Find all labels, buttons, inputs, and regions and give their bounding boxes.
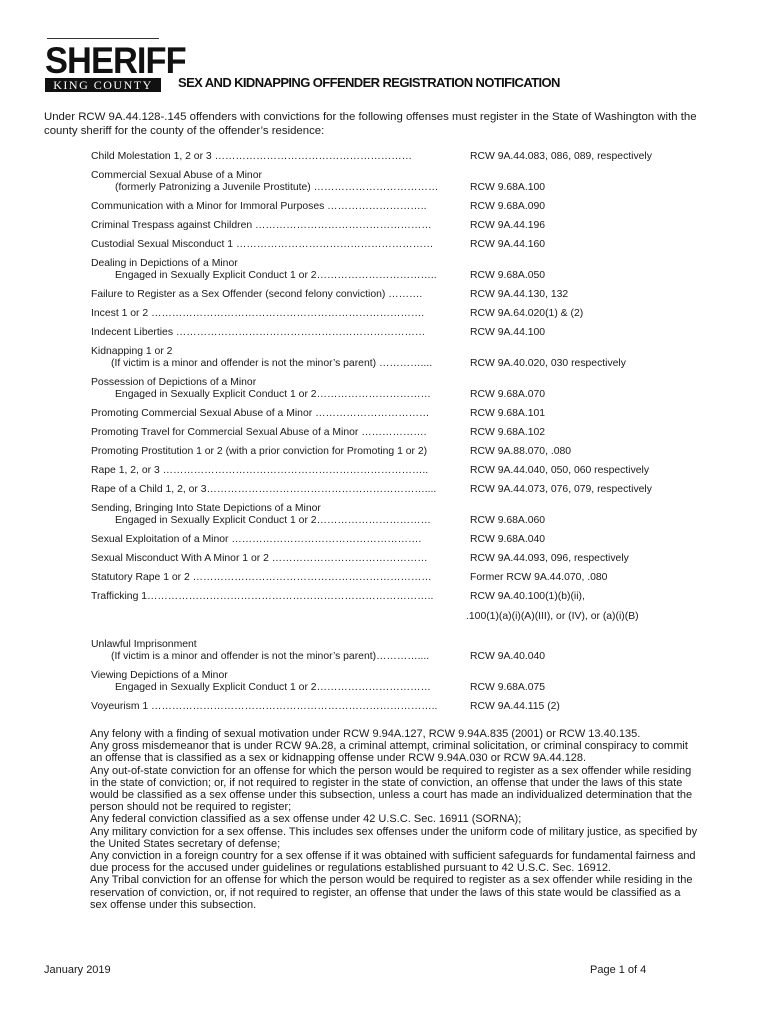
offense-title: Statutory Rape 1 or 2 …………………………………………………………… xyxy=(91,572,432,583)
offense-rcw-continued xyxy=(91,611,691,623)
offense-name xyxy=(91,289,453,301)
offense-rcw: RCW 9A.44.160 xyxy=(470,239,546,250)
additional-offenses xyxy=(90,728,700,911)
offense-rcw: RCW 9.68A.050 xyxy=(470,270,546,281)
offense-subtitle: Engaged in Sexually Explicit Conduct 1 or 2…………………………… xyxy=(115,389,431,400)
offense-row xyxy=(91,427,691,439)
offense-name xyxy=(91,534,453,546)
offense-title: Rape of a Child 1, 2, or 3……………………………………………………….... xyxy=(91,484,437,495)
offense-name xyxy=(91,377,453,401)
offense-name xyxy=(91,572,453,584)
offense-title: Child Molestation 1, 2 or 3 ………………………………………………… xyxy=(91,151,413,162)
offense-name xyxy=(91,670,453,694)
offense-rcw: RCW 9A.44.073, 076, 079, respectively xyxy=(470,484,652,495)
offense-row xyxy=(91,670,691,694)
offense-rcw: RCW 9A.40.020, 030 respectively xyxy=(470,358,626,369)
offense-subtitle: (formerly Patronizing a Juvenile Prostitute) ……………………………… xyxy=(115,182,439,193)
offense-name xyxy=(91,408,453,420)
offense-row xyxy=(91,503,691,527)
offense-name xyxy=(91,201,453,213)
offense-name xyxy=(91,503,453,527)
offense-title: Voyeurism 1 ……………………………………………………………………….. xyxy=(91,701,438,712)
offense-name xyxy=(91,427,453,439)
offense-subtitle: Engaged in Sexually Explicit Conduct 1 or 2…………………………… xyxy=(115,682,431,693)
offense-name xyxy=(91,346,453,370)
offense-row xyxy=(91,346,691,370)
offense-title: Communication with a Minor for Immoral Purposes ……………………….. xyxy=(91,201,427,212)
offense-row xyxy=(91,170,691,194)
offense-name xyxy=(91,553,453,565)
offense-subtitle: (If victim is a minor and offender is not the minor’s parent)………….... xyxy=(111,651,430,662)
offense-name xyxy=(91,446,453,458)
offense-subtitle: Engaged in Sexually Explicit Conduct 1 or 2…………………………… xyxy=(115,515,431,526)
offense-title: Rape 1, 2, or 3 ………………………………………………………………….. xyxy=(91,465,429,476)
offense-row xyxy=(91,701,691,713)
offense-title: Sending, Bringing Into State Depictions of a Minor xyxy=(91,503,321,514)
offense-rcw: RCW 9.68A.101 xyxy=(470,408,546,419)
offense-row xyxy=(91,151,691,163)
offense-rcw: Former RCW 9A.44.070, .080 xyxy=(470,572,608,583)
additional-offense-item: Any conviction in a foreign country for a sex offense if it was obtained with sufficient safeguards for fundamental fairness and due process for the accused under guidelines or regulations established pursuant to 42 U.S.C. Sec. 16912. xyxy=(90,850,696,875)
offense-rcw: RCW 9A.64.020(1) & (2) xyxy=(470,308,584,319)
additional-offense-item: Any gross misdemeanor that is under RCW 9A.28, a criminal attempt, criminal solicitation, or criminal conspiracy to commit an offense that is classified as a sex or kidnapping offense under RCW 9.94A.030 or RCW 9A.44.128. xyxy=(90,740,688,765)
offense-name xyxy=(91,170,453,194)
offense-rcw: RCW 9.68A.060 xyxy=(470,515,546,526)
offense-rcw: RCW 9A.44.115 (2) xyxy=(470,701,560,712)
offense-subtitle: (If victim is a minor and offender is not the minor’s parent) ………….... xyxy=(111,358,433,369)
additional-offense-item: Any out-of-state conviction for an offense for which the person would be required to register as a sex offender while residing in the state of conviction; or, if not required to register in the state of conviction, an offense that under the laws of this state would be classified as a sex offense under this subsection, unless a court has made an individualized determination that the person should not be required to register; xyxy=(90,764,693,814)
offense-title: Criminal Trespass against Children …………………………………………… xyxy=(91,220,432,231)
sheriff-logo xyxy=(45,38,186,92)
offense-rcw: RCW 9A.44.196 xyxy=(470,220,546,231)
intro-paragraph: Under RCW 9A.44.128-.145 offenders with convictions for the following offenses must register in the State of Washington with the county sheriff for the county of the offender’s residence: xyxy=(44,111,697,137)
offense-list xyxy=(91,151,691,713)
offense-row xyxy=(91,639,691,663)
offense-row xyxy=(91,220,691,232)
offense-name xyxy=(91,591,453,603)
offense-title: Sexual Misconduct With A Minor 1 or 2 ……………………………………… xyxy=(91,553,428,564)
offense-title: Promoting Travel for Commercial Sexual Abuse of a Minor ………………. xyxy=(91,427,427,438)
offense-rcw: RCW 9A.40.100(1)(b)(ii), xyxy=(470,591,585,602)
offense-rcw: RCW 9.68A.075 xyxy=(470,682,546,693)
additional-offense-item: Any felony with a finding of sexual motivation under RCW 9.94A.127, RCW 9.94A.835 (2001) or RCW 13.40.135. xyxy=(90,728,641,740)
additional-offense-item: Any Tribal conviction for an offense for which the person would be required to register as a sex offender while residing in the reservation of conviction, or, if not required to register, an offense that under the laws of this state would be classified as a sex offense under this subsection. xyxy=(90,874,693,911)
offense-row xyxy=(91,289,691,301)
offense-row xyxy=(91,572,691,584)
logo-county: KING COUNTY xyxy=(45,78,161,92)
offense-row xyxy=(91,446,691,458)
offense-rcw: RCW 9A.44.093, 096, respectively xyxy=(470,553,629,564)
offense-row xyxy=(91,258,691,282)
offense-rcw: RCW 9A.44.083, 086, 089, respectively xyxy=(470,151,652,162)
footer-page-number: Page 1 of 4 xyxy=(590,964,647,976)
offense-row xyxy=(91,465,691,477)
offense-rcw-line2: .100(1)(a)(i)(A)(III), or (IV), or (a)(i)(B) xyxy=(466,611,639,622)
offense-row xyxy=(91,553,691,565)
offense-rcw: RCW 9.68A.100 xyxy=(470,182,546,193)
offense-row xyxy=(91,408,691,420)
offense-title: Indecent Liberties ……………………………………………………………… xyxy=(91,327,426,338)
offense-name xyxy=(91,151,453,163)
offense-row xyxy=(91,591,691,603)
offense-subtitle: Engaged in Sexually Explicit Conduct 1 or 2…………………………….. xyxy=(115,270,437,281)
offense-title: Sexual Exploitation of a Minor ………………………………………………. xyxy=(91,534,422,545)
offense-rcw: RCW 9.68A.070 xyxy=(470,389,546,400)
offense-title: Viewing Depictions of a Minor xyxy=(91,670,228,681)
offense-title: Promoting Prostitution 1 or 2 (with a prior conviction for Promoting 1 or 2) xyxy=(91,446,428,457)
footer-date: January 2019 xyxy=(44,964,111,976)
offense-title: Possession of Depictions of a Minor xyxy=(91,377,257,388)
offense-row xyxy=(91,308,691,320)
offense-row xyxy=(91,327,691,339)
offense-name xyxy=(91,258,453,282)
offense-rcw: RCW 9A.44.040, 050, 060 respectively xyxy=(470,465,650,476)
additional-offense-item: Any military conviction for a sex offense. This includes sex offenses under the uniform code of military justice, as specified by the United States secretary of defense; xyxy=(90,825,698,850)
offense-name xyxy=(91,239,453,251)
offense-row xyxy=(91,239,691,251)
offense-rcw: RCW 9A.44.130, 132 xyxy=(470,289,569,300)
offense-rcw: RCW 9.68A.040 xyxy=(470,534,546,545)
logo-rule xyxy=(47,38,159,39)
offense-name xyxy=(91,639,453,663)
offense-title: Unlawful Imprisonment xyxy=(91,639,197,650)
additional-offense-item: Any federal conviction classified as a sex offense under 42 U.S.C. Sec. 16911 (SORNA); xyxy=(90,813,522,826)
offense-title: Custodial Sexual Misconduct 1 ………………………………………………… xyxy=(91,239,434,250)
logo-word: SHERIFF xyxy=(45,40,186,81)
offense-row xyxy=(91,201,691,213)
offense-name xyxy=(91,484,453,496)
offense-rcw: RCW 9A.44.100 xyxy=(470,327,546,338)
offense-title: Kidnapping 1 or 2 xyxy=(91,346,173,357)
offense-title: Incest 1 or 2 ……………………………………………………………………. xyxy=(91,308,425,319)
offense-title: Failure to Register as a Sex Offender (second felony conviction) ………. xyxy=(91,289,423,300)
offense-name xyxy=(91,220,453,232)
offense-name xyxy=(91,465,453,477)
offense-row xyxy=(91,484,691,496)
offense-name xyxy=(91,327,453,339)
offense-title: Promoting Commercial Sexual Abuse of a Minor …………………………… xyxy=(91,408,430,419)
offense-name xyxy=(91,701,453,713)
offense-title: Commercial Sexual Abuse of a Minor xyxy=(91,170,262,181)
offense-row xyxy=(91,534,691,546)
offense-rcw: RCW 9A.40.040 xyxy=(470,651,546,662)
offense-rcw: RCW 9.68A.090 xyxy=(470,201,546,212)
offense-title: Trafficking 1……………………………………………………………………….. xyxy=(91,591,434,602)
offense-title: Dealing in Depictions of a Minor xyxy=(91,258,238,269)
document-title: SEX AND KIDNAPPING OFFENDER REGISTRATION NOTIFICATION xyxy=(178,75,560,90)
offense-rcw: RCW 9.68A.102 xyxy=(470,427,546,438)
offense-name xyxy=(91,308,453,320)
offense-row xyxy=(91,377,691,401)
offense-rcw: RCW 9A.88.070, .080 xyxy=(470,446,572,457)
